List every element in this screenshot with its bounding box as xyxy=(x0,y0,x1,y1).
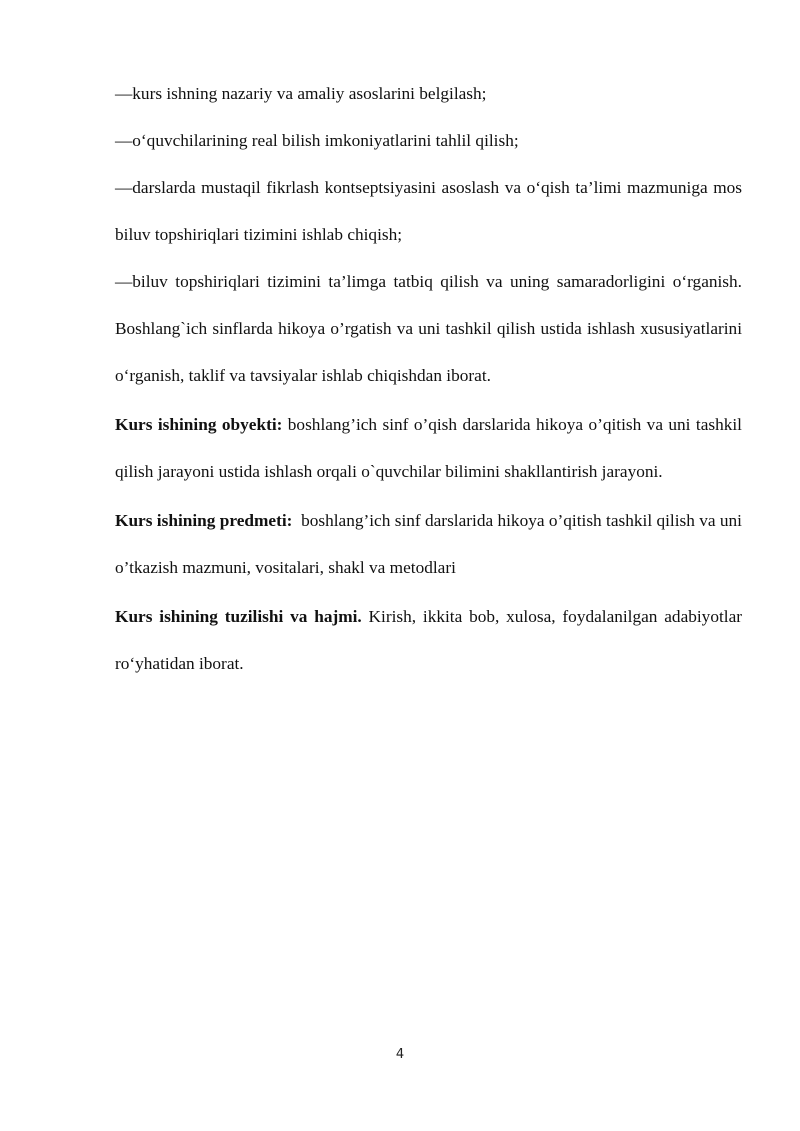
structure-label: Kurs ishining tuzilishi va hajmi. xyxy=(115,607,362,626)
object-paragraph xyxy=(115,401,742,495)
object-label: Kurs ishining obyekti: xyxy=(115,415,283,434)
list-item: —darslarda mustaqil fikrlash kontseptsiyasini asoslash va o‘qish ta’limi mazmuniga mos biluv topshiriqlari tizimini ishlab chiqish; xyxy=(115,178,742,244)
object-text: boshlang’ich sinf o’qish darslarida hikoya o’qitish va uni tashkil qilish jarayoni ustida ishlash orqali o`quvchilar bilimini shakllantirish jarayoni. xyxy=(115,415,742,481)
list-item: —kurs ishning nazariy va amaliy asoslarini belgilash; xyxy=(115,84,487,103)
list-item: —o‘quvchilarining real bilish imkoniyatlarini tahlil qilish; xyxy=(115,131,519,150)
subject-paragraph xyxy=(115,497,747,591)
structure-paragraph xyxy=(115,593,742,687)
subject-label: Kurs ishining predmeti: xyxy=(115,511,293,530)
page-number: 4 xyxy=(395,1047,405,1062)
structure-text: Kirish, ikkita bob, xulosa, foydalanilgan adabiyotlar ro‘yhatidan iborat. xyxy=(115,607,742,673)
subject-text: boshlang’ich sinf darslarida hikoya o’qitish tashkil qilish va uni o’tkazish mazmuni, vositalari, shakl va metodlari xyxy=(115,511,747,577)
list-item: —biluv topshiriqlari tizimini ta’limga tatbiq qilish va uning samaradorligini o‘rganish. Boshlang`ich sinflarda hikoya o’rgatish va uni tashkil qilish ustida ishlash xususiyatlarini o‘rganish, taklif va tavsiyalar ishlab chiqishdan iborat. xyxy=(115,272,742,385)
document-body xyxy=(115,70,747,687)
